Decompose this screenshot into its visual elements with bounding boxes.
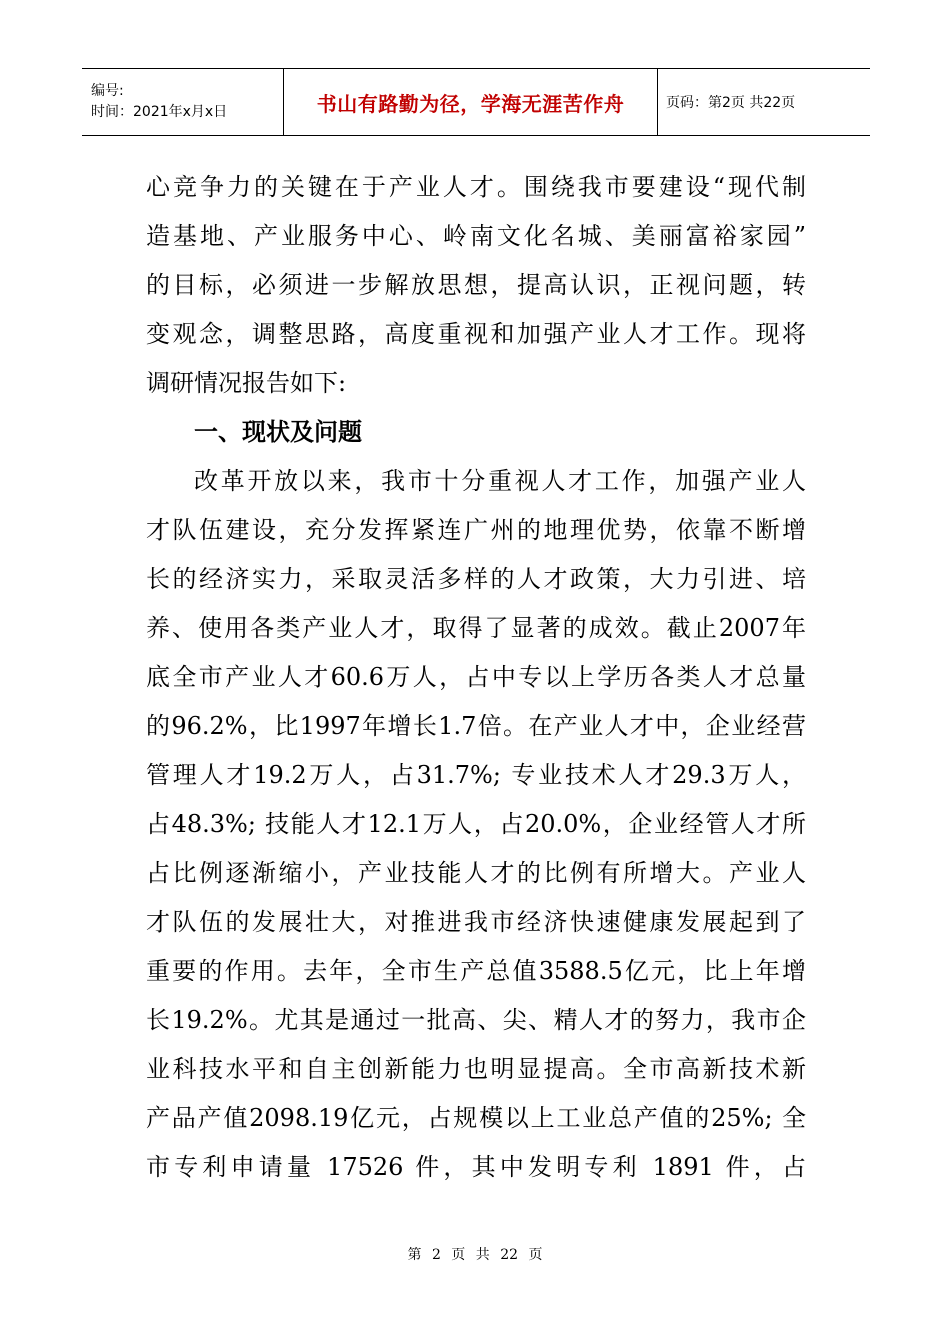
document-time-label: 时间：2021年x月x日 — [91, 104, 228, 120]
text-line: 重要的作用。去年，全市生产总值3588.5亿元，比上年增 — [146, 957, 806, 985]
text-line: 养、使用各类产业人才，取得了显著的成效。截止2007年 — [146, 614, 806, 642]
text-line: 管理人才19.2万人，占31.7%; 专业技术人才29.3万人， — [146, 761, 806, 789]
text-line: 占比例逐渐缩小，产业技能人才的比例有所增大。产业人 — [146, 859, 806, 887]
text-line: 产品产值2098.19亿元，占规模以上工业总产值的25%; 全 — [146, 1104, 806, 1132]
text-line: 心竞争力的关键在于产业人才。围绕我市要建设“现代制 — [146, 173, 806, 201]
section-heading: 一、现状及问题 — [194, 418, 362, 446]
page-footer: 第 2 页 共 22 页 — [407, 1247, 543, 1263]
page-header — [82, 68, 870, 136]
header-info — [82, 69, 284, 135]
text-line: 造基地、产业服务中心、岭南文化名城、美丽富裕家园” — [146, 222, 806, 250]
text-line: 才队伍的发展壮大，对推进我市经济快速健康发展起到了 — [146, 908, 806, 936]
header-motto: 书山有路勤为径，学海无涯苦作舟 — [284, 69, 658, 135]
document-body — [146, 166, 806, 1195]
text-line: 底全市产业人才60.6万人，占中专以上学历各类人才总量 — [146, 663, 806, 691]
header-page-info: 页码：第2页 共22页 — [666, 95, 796, 111]
text-line: 业科技水平和自主创新能力也明显提高。全市高新技术新 — [146, 1055, 806, 1083]
text-line: 长的经济实力，采取灵活多样的人才政策，大力引进、培 — [146, 565, 806, 593]
text-line: 改革开放以来，我市十分重视人才工作，加强产业人 — [194, 467, 806, 495]
text-line: 占48.3%; 技能人才12.1万人，占20.0%，企业经管人才所 — [146, 810, 806, 838]
document-number-label: 编号: — [91, 83, 124, 99]
text-line: 的96.2%，比1997年增长1.7倍。在产业人才中，企业经营 — [146, 712, 806, 740]
text-line: 长19.2%。尤其是通过一批高、尖、精人才的努力，我市企 — [146, 1006, 806, 1034]
text-line: 调研情况报告如下: — [146, 369, 347, 397]
text-line: 市专利申请量 17526 件，其中发明专利 1891 件，占 — [146, 1153, 806, 1181]
text-line: 才队伍建设，充分发挥紧连广州的地理优势，依靠不断增 — [146, 516, 806, 544]
text-line: 变观念，调整思路，高度重视和加强产业人才工作。现将 — [146, 320, 806, 348]
text-line: 的目标，必须进一步解放思想，提高认识，正视问题，转 — [146, 271, 806, 299]
